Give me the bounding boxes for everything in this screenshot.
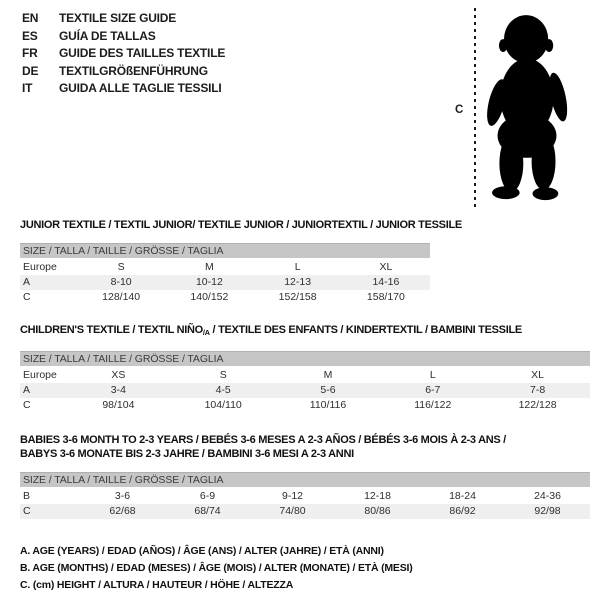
size-table-children [20, 351, 590, 413]
size-cell: XS [111, 369, 126, 381]
size-cell: 8-10 [110, 276, 132, 288]
table-title-babies [20, 433, 590, 461]
size-cell: M [323, 369, 333, 381]
language-code: EN [22, 11, 39, 25]
language-row [22, 10, 225, 28]
table-row-age [20, 275, 430, 290]
size-cell: 80/86 [364, 505, 391, 517]
table-row-height [20, 290, 430, 305]
guide-title: TEXTILE SIZE GUIDE [59, 11, 177, 25]
size-cell: 110/116 [309, 399, 347, 411]
size-cell: 14-16 [372, 276, 400, 288]
language-row [22, 80, 225, 98]
size-cell: 158/170 [366, 291, 405, 303]
size-cell: 3-4 [110, 384, 126, 396]
size-cell: 12-13 [284, 276, 312, 288]
size-cell: 92/98 [534, 505, 561, 517]
row-label: A [23, 276, 31, 288]
size-cell: 6-9 [199, 490, 216, 502]
size-cell: 152/158 [278, 291, 317, 303]
language-row [22, 63, 225, 81]
tables-section [20, 218, 590, 594]
size-table-junior [20, 243, 430, 305]
language-code: ES [22, 28, 38, 43]
row-label: C [23, 399, 31, 411]
size-cell: 24-36 [534, 490, 561, 502]
guide-title: GUIDE DES TAILLES TEXTILE [59, 46, 226, 60]
size-cell: 140/152 [190, 291, 229, 303]
size-cell: 12-18 [364, 490, 391, 502]
row-label: A [23, 384, 31, 396]
table-title-line1: BABIES 3-6 MONTH TO 2-3 YEARS / BEBÉS 3-6 MESES A 2-3 AÑOS / BÉBÉS 3-6 MOIS À 2-3 ANS / [20, 434, 506, 446]
size-cell: 128/140 [102, 291, 141, 303]
size-cell: XL [531, 369, 544, 381]
size-cell: 98/104 [102, 399, 135, 411]
size-cell: 74/80 [279, 505, 306, 517]
guide-title: TEXTILGRÖßENFÜHRUNG [59, 63, 208, 78]
size-cell: M [205, 261, 214, 273]
table-row-europe [20, 368, 590, 383]
legend-notes [20, 543, 590, 594]
size-cell: 10-12 [195, 276, 223, 288]
size-cell: 4-5 [215, 384, 231, 396]
note-height-cm: C. (cm) HEIGHT / ALTURA / HAUTEUR / HÖHE / ALTEZZA [20, 579, 294, 591]
language-code: FR [22, 46, 38, 60]
size-table-babies [20, 472, 590, 519]
note-age-years: A. AGE (YEARS) / EDAD (AÑOS) / ÂGE (ANS) / ALTER (JAHRE) / ETÀ (ANNI) [20, 545, 384, 557]
size-cell: 7-8 [529, 384, 546, 396]
size-cell: 6-7 [425, 384, 441, 396]
size-cell: 5-6 [320, 384, 336, 396]
row-label: Europe [23, 369, 57, 381]
size-cell: 3-6 [114, 490, 131, 502]
size-cell: 86/92 [449, 505, 476, 517]
size-header-bar: SIZE / TALLA / TAILLE / GRÖSSE / TAGLIA [20, 472, 590, 487]
size-header-bar: SIZE / TALLA / TAILLE / GRÖSSE / TAGLIA [20, 351, 590, 366]
table-row-europe [20, 260, 430, 275]
language-row [22, 45, 225, 63]
guide-title: GUÍA DE TALLAS [59, 28, 156, 43]
height-measure-dotted-line [474, 8, 476, 208]
size-cell: 68/74 [194, 505, 221, 517]
table-row-age [20, 383, 590, 398]
table-row-height [20, 398, 590, 413]
table-title-text: / TEXTILE DES ENFANTS / KINDERTEXTIL / BAMBINI TESSILE [209, 324, 522, 336]
baby-silhouette-icon [481, 9, 573, 209]
size-cell: 9-12 [281, 490, 303, 502]
size-cell: 116/122 [414, 399, 452, 411]
size-cell: 18-24 [449, 490, 476, 502]
height-measure-label: C [455, 104, 464, 116]
row-label: B [23, 490, 31, 502]
language-row [22, 28, 225, 46]
size-cell: L [294, 261, 301, 273]
language-code: DE [22, 63, 39, 78]
size-header-bar: SIZE / TALLA / TAILLE / GRÖSSE / TAGLIA [20, 243, 430, 258]
table-row-age-months [20, 489, 590, 504]
size-cell: S [117, 261, 125, 273]
size-cell: S [219, 369, 227, 381]
row-label: C [23, 505, 31, 517]
table-title-junior: JUNIOR TEXTILE / TEXTIL JUNIOR/ TEXTILE JUNIOR / JUNIORTEXTIL / JUNIOR TESSILE [20, 219, 462, 231]
language-code: IT [22, 81, 33, 95]
size-cell: XL [379, 261, 393, 273]
table-row-height [20, 504, 590, 519]
table-title-text: CHILDREN'S TEXTILE / TEXTIL NIÑO [20, 324, 203, 336]
note-age-months: B. AGE (MONTHS) / EDAD (MESES) / ÂGE (MOIS) / ALTER (MONATE) / ETÀ (MESI) [20, 562, 413, 574]
row-label: C [23, 291, 31, 303]
table-title-line2: BABYS 3-6 MONATE BIS 2-3 JAHRE / BAMBINI 3-6 MESI A 2-3 ANNI [20, 448, 354, 460]
size-cell: 122/128 [518, 399, 557, 411]
size-cell: 62/68 [109, 505, 136, 517]
language-header [22, 10, 225, 98]
size-cell: L [429, 369, 436, 381]
table-title-subscript: /A [202, 328, 210, 337]
guide-title: GUIDA ALLE TAGLIE TESSILI [59, 81, 222, 95]
size-cell: 104/110 [204, 399, 242, 411]
table-title-children [20, 323, 590, 340]
row-label: Europe [23, 261, 57, 273]
